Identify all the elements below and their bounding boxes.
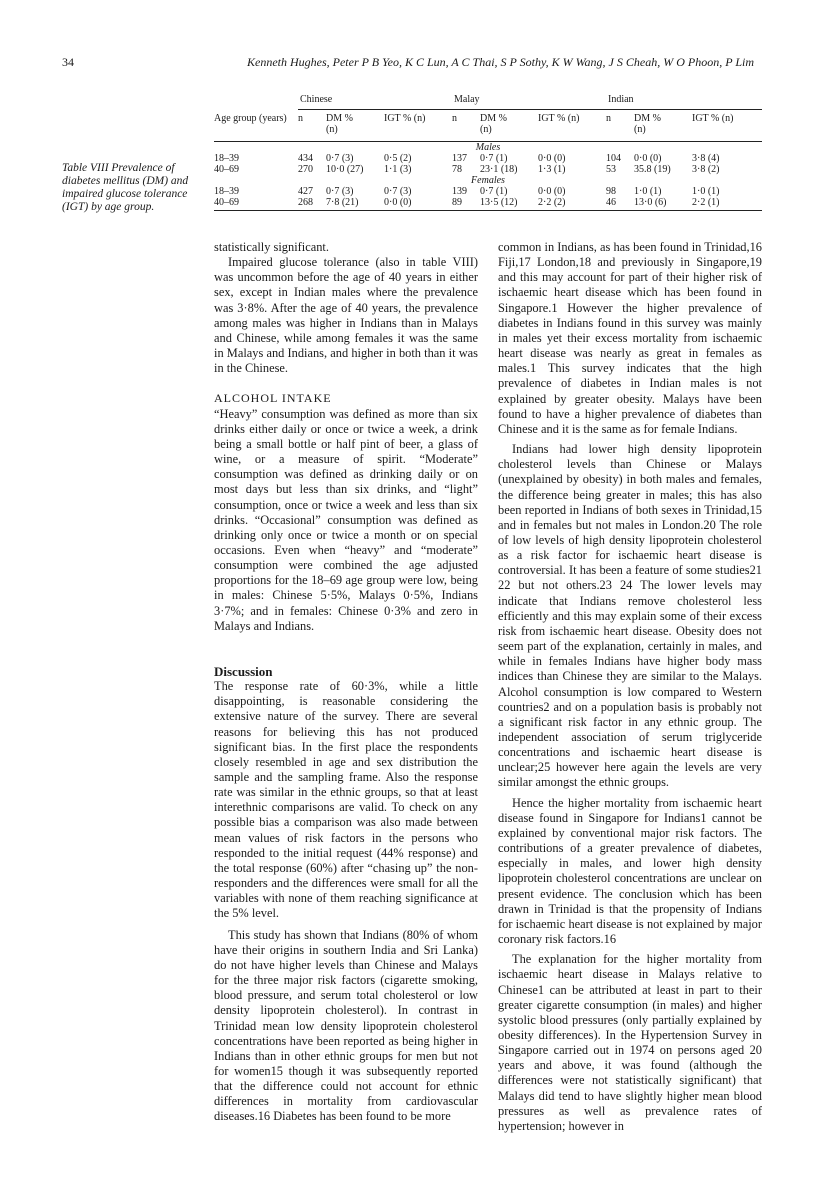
- n-cell: 98: [606, 186, 616, 197]
- n-cell: 53: [606, 164, 616, 175]
- left-column: [214, 240, 478, 1125]
- page-header: [0, 55, 816, 71]
- dm-cell: 7·8 (21): [326, 197, 384, 211]
- table-row: [214, 153, 762, 164]
- paragraph: This study has shown that Indians (80% of whom have their origins in southern India and Sri Lanka) do not have higher levels than Chinese and Malays for the three major risk factors (cigarette smoking, blood pressure, and serum total cholesterol or low density lipoprotein cholesterol). In contrast in Trinidad mean low density lipoprotein cholesterol concentrations have been reported as being higher in Indians than in other ethnic groups for men but not for women15 though it was subsequently reported that the difference could not account for ethnic differences in mortality from cardiovascular diseases.16 Diabetes has been found to be more: [214, 927, 478, 1124]
- igt-cell: 2·2 (2): [538, 197, 606, 211]
- section-heading-alcohol: ALCOHOL INTAKE: [214, 391, 332, 406]
- n-cell: 89: [452, 197, 480, 211]
- n-cell: 427: [298, 186, 313, 197]
- dm-cell: 10·0 (27): [326, 164, 364, 175]
- n-cell: 139: [452, 186, 467, 197]
- dm-cell: 13·0 (6): [634, 197, 692, 211]
- dm-header: DM % (n): [634, 110, 692, 142]
- igt-header: IGT % (n): [538, 110, 606, 142]
- section-heading-discussion: Discussion: [214, 663, 273, 679]
- n-header: n: [452, 110, 480, 142]
- igt-cell: 0·0 (0): [538, 153, 566, 164]
- table-header-row: [214, 110, 762, 142]
- igt-cell: 3·8 (4): [692, 153, 720, 164]
- n-cell: 270: [298, 164, 313, 175]
- running-authors: Kenneth Hughes, Peter P B Yeo, K C Lun, A C Thai, S P Sothy, K W Wang, J S Cheah, W O Phoon, P Lim: [246, 55, 754, 69]
- n-cell: 46: [606, 197, 634, 211]
- paragraph: The explanation for the higher mortality from ischaemic heart disease in Malays relative to Chinese1 can be attributed at least in part to their greater cigarette consumption (in males) and higher systolic blood pressures (only partially explained by obesity differences). In the Hypertension Survey in Singapore carried out in 1974 on persons aged 20 years and above, it was found (although the differences were not statistically significant) that Malays did tend to have slightly higher mean blood pressures as well as prevalence rates of hypertension; however in: [498, 952, 762, 1133]
- group-malay: Malay: [452, 94, 606, 110]
- dm-cell: 0·7 (1): [480, 186, 508, 197]
- n-cell: 434: [298, 153, 313, 164]
- igt-cell: 1·1 (3): [384, 164, 412, 175]
- igt-cell: 1·3 (1): [538, 164, 566, 175]
- dm-cell: 13·5 (12): [480, 197, 538, 211]
- igt-cell: 0·5 (2): [384, 153, 412, 164]
- age-cell: 40–69: [214, 197, 298, 211]
- paragraph: The response rate of 60·3%, while a little disappointing, is reasonable considering the extensive nature of the survey. There are several reasons for believing this has not produced significant bias. In the first place the respondents closely resembled in age and sex distribution the sample and the sampling frame. Also the response rate was similar in the ethnic groups, so that at least interethnic comparisons are valid. To check on any possible bias a comparison was also made between mean values of risk factors in the persons who responded to the initial request (44% response) and the total response (60%) after “chasing up” the non-responders and the differences were small for all the variables with none of them reaching significance at the 5% level.: [214, 679, 478, 921]
- page-number: 34: [62, 55, 74, 69]
- males-label: Males: [475, 142, 501, 153]
- paragraph: common in Indians, as has been found in Trinidad,16 Fiji,17 London,18 and previously in Singapore,19 and this may account for part of their higher risk of ischaemic heart disease which has been found in Singapore.1 However the higher prevalence of diabetes in Indians found in this survey was mainly in males yet their excess mortality from ischaemic heart disease was nearly as great in females as males.1 This survey indicates that the high prevalence of diabetes in Indian males is not explained by greater obesity. Malays have been found to have a higher prevalence of diabetes than Chinese and it is the same as for female Indians.: [498, 240, 762, 436]
- dm-cell: 23·1 (18): [480, 164, 518, 175]
- age-cell: 18–39: [214, 153, 239, 164]
- age-cell: 40–69: [214, 164, 239, 175]
- n-header: n: [298, 110, 326, 142]
- igt-cell: 0·0 (0): [538, 186, 566, 197]
- females-label: Females: [471, 175, 505, 186]
- table-row: [214, 186, 762, 197]
- age-group-header: Age group (years): [214, 110, 298, 142]
- prevalence-table: [214, 94, 762, 211]
- dm-header: DM % (n): [326, 110, 384, 142]
- igt-header: IGT % (n): [384, 110, 452, 142]
- igt-cell: 1·0 (1): [692, 186, 720, 197]
- dm-cell: 1·0 (1): [634, 186, 662, 197]
- males-subheader-row: [214, 142, 762, 154]
- dm-cell: 0·7 (3): [326, 153, 354, 164]
- paragraph: “Heavy” consumption was defined as more than six drinks either daily or once or twice a week, a drink being a small bottle or half pint of beer, a glass of wine, or a measure of spirit. “Moderate” consumption was defined as drinking daily or on most days but less than six drinks, and “light” consumption, once or twice a week and less than six drinks. “Occasional” consumption was defined as drinking only once or twice a month or on special occasions. Even when “heavy” and “moderate” consumption were combined the age adjusted proportions for the 18–69 age group were low, being in males: Chinese 5·5%, Malays 0·5%, Indians 3·7%; and in females: Chinese 0·3% and zero in Malays and Indians.: [214, 406, 478, 633]
- n-cell: 104: [606, 153, 621, 164]
- igt-cell: 0·7 (3): [384, 186, 412, 197]
- paragraph: Hence the higher mortality from ischaemic heart disease found in Singapore for Indians1 cannot be explained by conventional major risk factors. The contributions of a greater prevalence of diabetes, especially in males, and lower high density lipoprotein cholesterol concentrations are unclear on present evidence. The conclusion which has been drawn in Trinidad is that the propensity of Indians for ischaemic heart disease is not explained by major coronary risk factors.16: [498, 795, 762, 947]
- dm-header: DM % (n): [480, 110, 538, 142]
- dm-cell: 0·0 (0): [634, 153, 662, 164]
- females-subheader-row: [214, 175, 762, 186]
- n-cell: 78: [452, 164, 462, 175]
- n-cell: 268: [298, 197, 326, 211]
- dm-cell: 0·7 (1): [480, 153, 508, 164]
- paragraph: statistically significant.: [214, 240, 329, 254]
- age-cell: 18–39: [214, 186, 239, 197]
- right-column: [498, 240, 762, 1134]
- igt-cell: 3·8 (2): [692, 164, 720, 175]
- group-indian: Indian: [606, 94, 762, 110]
- table-row: [214, 164, 762, 175]
- paragraph: Impaired glucose tolerance (also in table VIII) was uncommon before the age of 40 years in either sex, except in Indian males where the prevalence was 3·8%. After the age of 40 years, the prevalence among males was higher in Indians than in Malays and Chinese, while among females it was the same in Malays and Indians, and higher in both than it was in the Chinese.: [214, 255, 478, 376]
- table-group-row: [214, 94, 762, 110]
- igt-cell: 0·0 (0): [384, 197, 452, 211]
- dm-cell: 35.8 (19): [634, 164, 671, 175]
- igt-cell: 2·2 (1): [692, 197, 762, 211]
- group-chinese: Chinese: [298, 94, 452, 110]
- paragraph: Indians had lower high density lipoprotein cholesterol levels than Chinese or Malays (unexplained by obesity) in both males and females, the difference being greater in males; this has also been reported in Indians of both sexes in Trinidad,15 and in females but not males in London.20 The role of low levels of high density lipoprotein cholesterol as a risk factor for ischaemic heart disease is controversial. It has been a feature of some studies21 22 but not others.23 24 The lower levels may indicate that Indians remove cholesterol less efficiently and this may explain some of their excess risk from ischaemic heart disease. Obesity does not seem part of the explanation, certainly in males, and while in females Indians have higher body mass indices than Chinese they are similar to the Malays. Alcohol consumption is low compared to Western countries2 and on a population basis is probably not a significant risk factor in any ethnic group. The independent association of serum triglyceride concentrations and ischaemic heart disease is unclear;25 however here again the levels are very similar amongst the ethnic groups.: [498, 442, 762, 790]
- igt-header: IGT % (n): [692, 110, 762, 142]
- table-row: [214, 197, 762, 211]
- n-cell: 137: [452, 153, 467, 164]
- dm-cell: 0·7 (3): [326, 186, 354, 197]
- n-header: n: [606, 110, 634, 142]
- table-caption: Table VIII Prevalence of diabetes mellitus (DM) and impaired glucose tolerance (IGT) by age group.: [62, 162, 189, 213]
